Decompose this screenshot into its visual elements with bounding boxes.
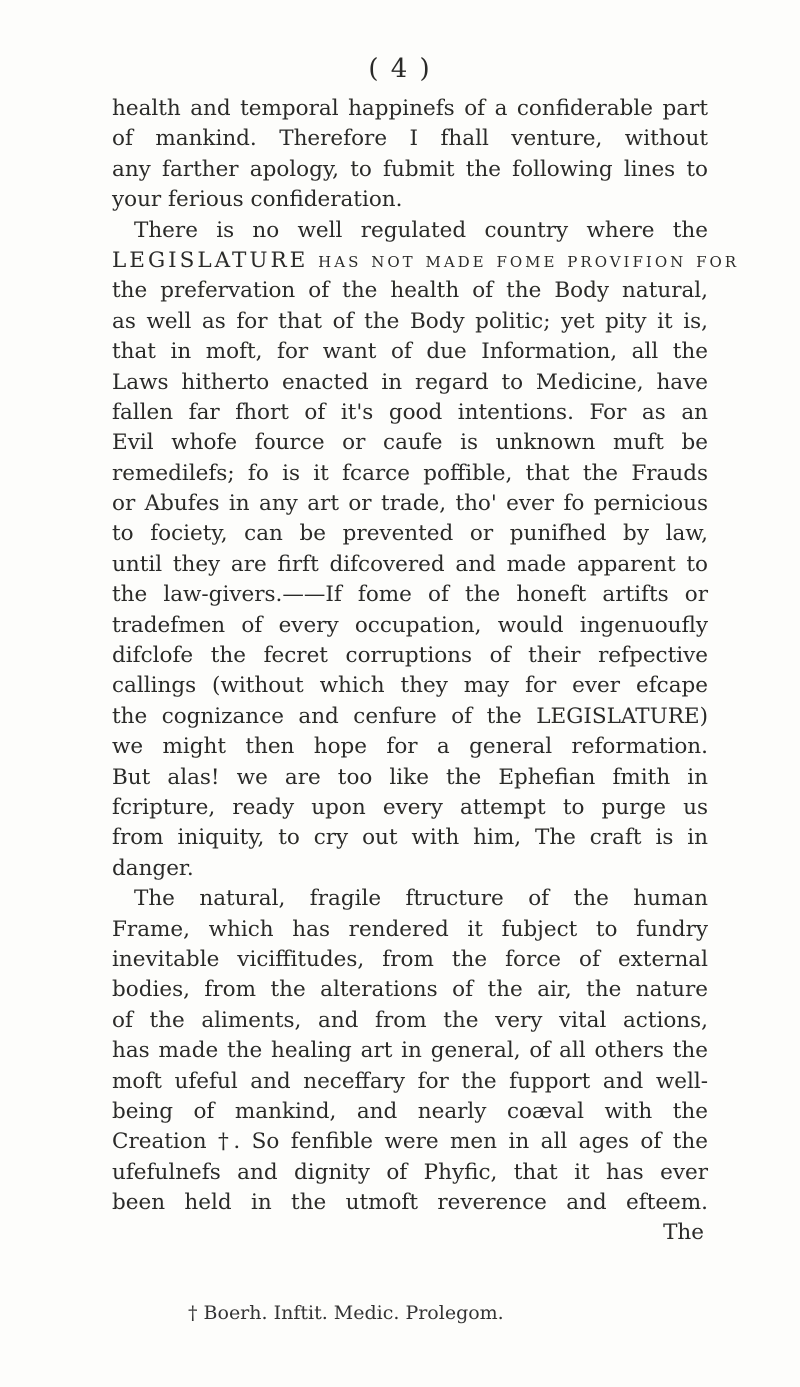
text-line: the cognizance and cenfure of the LEGISLATURE) [112, 703, 708, 729]
text-line: Laws hitherto enacted in regard to Medicine, have [112, 369, 708, 395]
text-line: we might then hope for a general reformation. [112, 734, 708, 760]
text-line: as well as for that of the Body politic; yet pity it is, [112, 308, 708, 334]
text-line: There is no well regulated country where the [134, 217, 708, 243]
text-line: fcripture, ready upon every attempt to purge us [112, 794, 708, 820]
text-line: to fociety, can be prevented or punifhed by law, [112, 521, 708, 547]
text-line: fallen far fhort of it's good intentions. For as an [112, 399, 708, 425]
footnote: † Boerh. Inftit. Medic. Prolegom. [188, 1302, 504, 1324]
text-line: of the aliments, and from the very vital actions, [112, 1007, 708, 1033]
text-line: inevitable viciffitudes, from the force of external [112, 946, 708, 972]
page-number: ( 4 ) [368, 54, 432, 84]
text-line: danger. [112, 855, 194, 881]
text-line: the law-givers.——If fome of the honeft artifts or [112, 582, 708, 608]
text-line: or Abufes in any art or trade, tho' ever fo pernicious [112, 491, 708, 517]
text-line: has made the healing art in general, of all others the [112, 1038, 708, 1064]
text-line: tradefmen of every occupation, would ingenuoufly [112, 612, 708, 638]
text-line: until they are firft difcovered and made apparent to [112, 551, 708, 577]
text-line: The natural, fragile ftructure of the human [134, 886, 708, 912]
text-line: LEGISLATURE has not made fome provifion for [112, 247, 740, 273]
text-line: any farther apology, to fubmit the following lines to [112, 156, 708, 182]
text-line: difclofe the fecret corruptions of their refpective [112, 643, 708, 669]
text-line: ufefulnefs and dignity of Phyfic, that it has ever [112, 1159, 708, 1185]
text-line: Frame, which has rendered it fubject to fundry [112, 916, 708, 942]
text-line: callings (without which they may for ever efcape [112, 673, 708, 699]
text-line: that in moft, for want of due Information, all the [112, 339, 708, 365]
text-line: Creation †. So fenfible were men in all ages of the [112, 1129, 708, 1155]
text-line: But alas! we are too like the Ephefian fmith in [112, 764, 708, 790]
text-line: been held in the utmoft reverence and efteem. [112, 1190, 708, 1216]
text-line: the prefervation of the health of the Body natural, [112, 278, 708, 304]
text-line: from iniquity, to cry out with him, The craft is in [112, 825, 708, 851]
text-line: Evil whofe fource or caufe is unknown muft be [112, 430, 708, 456]
text-line: bodies, from the alterations of the air, the nature [112, 977, 708, 1003]
text-line: health and temporal happinefs of a confiderable part [112, 96, 708, 121]
text-line: being of mankind, and nearly coæval with the [112, 1098, 708, 1124]
text-line: moft ufeful and neceffary for the fupport and well- [112, 1068, 708, 1094]
text-line: your ferious confideration. [112, 187, 403, 213]
catchword: The [663, 1220, 704, 1246]
body-text [112, 94, 740, 1249]
text-line: of mankind. Therefore I fhall venture, without [112, 126, 708, 152]
text-line: remedilefs; fo is it fcarce poffible, that the Frauds [112, 460, 708, 486]
